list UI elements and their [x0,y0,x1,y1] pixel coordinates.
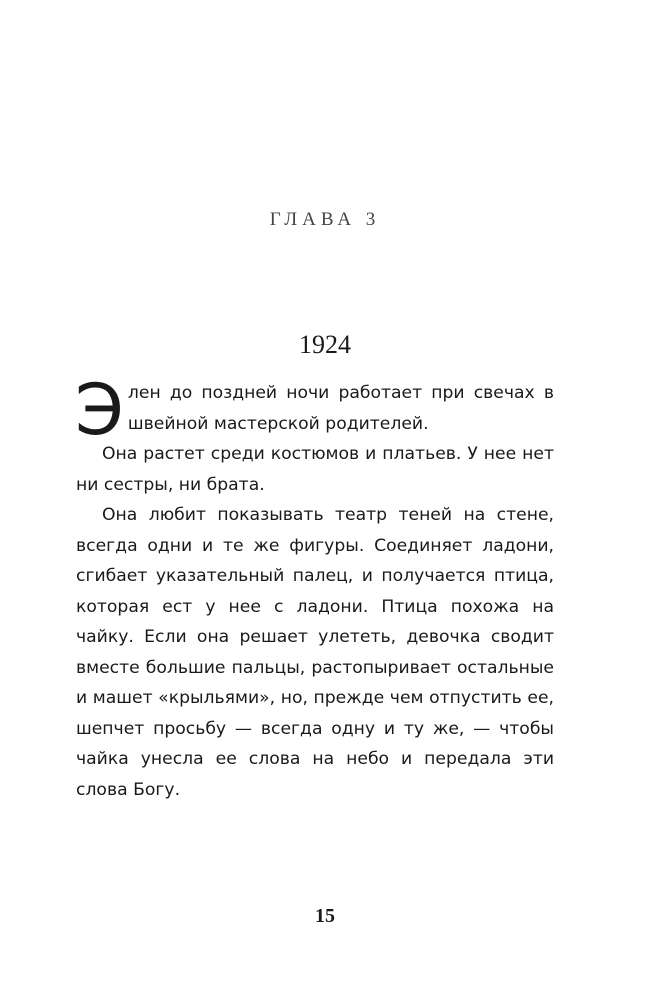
paragraph-3: Она любит показывать театр теней на стене, всегда одни и те же фигуры. Соединяет ладони, сгибает указательный палец, и получается птица, которая ест у нее с ладони. Птица похожа на чайку. Если она решает улететь, девочка сводит вместе большие пальцы, растопыривает остальные и машет «крыльями», но, прежде чем отпустить ее, шепчет просьбу — всегда одну и ту же, — чтобы чайка унесла ее слова на небо и передала эти слова Богу. [76,505,554,800]
chapter-year: 1924 [299,330,351,359]
paragraph-2: Она растет среди костюмов и платьев. У нее нет ни сестры, ни брата. [76,444,554,495]
chapter-heading: ГЛАВА 3 [269,209,381,230]
drop-cap: Э [75,369,124,451]
paragraph-1-text: лен до поздней ночи работает при свечах в швейной мастерской родителей. [127,383,554,434]
paragraph-1 [75,369,554,451]
page-number: 15 [315,905,335,927]
body-text [75,369,554,805]
